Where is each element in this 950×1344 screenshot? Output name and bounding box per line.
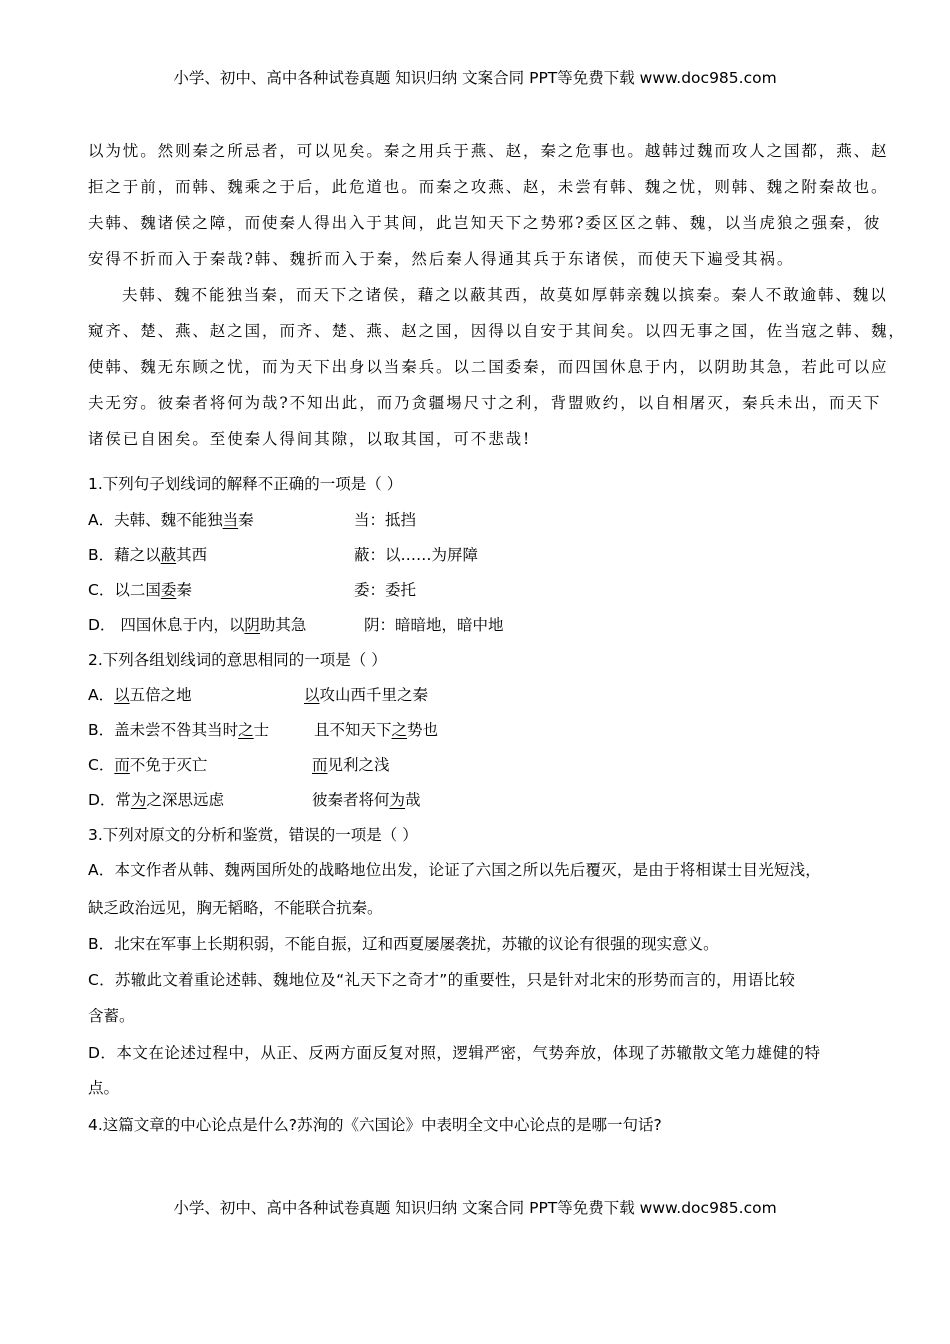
question-1-option-b-explanation: 蔽：以……为屏障 (354, 546, 479, 564)
question-1-option-d: D． 四国休息于内，以阴助其急 (88, 616, 307, 634)
question-2-option-c-second: 而见利之浅 (312, 756, 390, 774)
question-3-option-line: A．本文作者从韩、魏两国所处的战略地位出发，论证了六国之所以先后覆灭，是由于将相谋士目光短浅， (88, 861, 822, 879)
passage-line: 以为忧。然则秦之所忌者，可以见矣。秦之用兵于燕、赵，秦之危事也。越韩过魏而攻人之国都，燕、赵 (88, 142, 889, 160)
underlined-word: 当 (222, 511, 239, 529)
question-3-stem: 3.下列对原文的分析和鉴赏，错误的一项是（ ） (88, 826, 418, 844)
passage-line: 夫无穷。彼秦者将何为哉?不知出此，而乃贪疆埸尺寸之利，背盟败约，以自相屠灭，秦兵未出，而天下 (88, 394, 882, 412)
question-2-option-b-second: 且不知天下之势也 (314, 721, 439, 739)
underlined-word: 之 (391, 721, 408, 739)
question-1-option-a-explanation: 当：抵挡 (354, 511, 417, 529)
question-2-option-d: D．常为之深思远虑 (88, 791, 224, 809)
underlined-word: 委 (160, 581, 177, 599)
passage-line: 安得不折而入于秦哉?韩、魏折而入于秦，然后秦人得通其兵于东诸侯，而使天下遍受其祸。 (88, 250, 795, 268)
question-1-stem: 1.下列句子划线词的解释不正确的一项是（ ） (88, 475, 403, 493)
passage-line: 诸侯已自困矣。至使秦人得间其隙，以取其国，可不悲哉! (88, 430, 532, 448)
underlined-word: 蔽 (160, 546, 177, 564)
question-2-option-c: C．而不免于灭亡 (88, 756, 208, 774)
passage-line: 夫韩、魏诸侯之障，而使秦人得出入于其间，此岂知天下之势邪?委区区之韩、魏，以当虎狼之强秦，彼 (88, 214, 882, 232)
underlined-word: 以 (114, 686, 130, 704)
question-2-option-a: A．以五倍之地 (88, 686, 192, 704)
question-1-option-a: A．夫韩、魏不能独当秦 (88, 511, 254, 529)
page-footer-banner: 小学、初中、高中各种试卷真题 知识归纳 文案合同 PPT等免费下载 www.doc985.com (173, 1199, 777, 1217)
underlined-word: 为 (130, 791, 147, 809)
underlined-word: 之 (238, 721, 254, 739)
question-3-option-line: D．本文在论述过程中，从正、反两方面反复对照，逻辑严密，气势奔放，体现了苏辙散文笔力雄健的特 (88, 1044, 821, 1062)
passage-line: 拒之于前，而韩、魏乘之于后，此危道也。而秦之攻燕、赵，未尝有韩、魏之忧，则韩、魏之附秦故也。 (88, 178, 889, 196)
question-2-stem: 2.下列各组划线词的意思相同的一项是（ ） (88, 651, 387, 669)
question-2-option-b: B．盖未尝不咎其当时之士 (88, 721, 270, 739)
question-1-option-c: C．以二国委秦 (88, 581, 192, 599)
question-1-option-c-explanation: 委：委托 (354, 581, 417, 599)
passage-line: 窥齐、楚、燕、赵之国，而齐、楚、燕、赵之国，因得以自安于其间矣。以四无事之国，佐当寇之韩、魏， (88, 322, 906, 340)
question-2-option-a-second: 以攻山西千里之秦 (304, 686, 429, 704)
question-1-option-b: B．藉之以蔽其西 (88, 546, 208, 564)
page-header-banner: 小学、初中、高中各种试卷真题 知识归纳 文案合同 PPT等免费下载 www.doc985.com (173, 69, 777, 87)
question-1-option-d-explanation: 阴：暗暗地，暗中地 (364, 616, 504, 634)
question-2-option-d-second: 彼秦者将何为哉 (312, 791, 421, 809)
question-3-option-line: 含蓄。 (88, 1007, 135, 1025)
underlined-word: 阴 (244, 616, 260, 634)
question-3-option-line: 缺乏政治远见，胸无韬略，不能联合抗秦。 (88, 899, 383, 917)
underlined-word: 以 (304, 686, 320, 704)
passage-line: 使韩、魏无东顾之忧，而为天下出身以当秦兵。以二国委秦，而四国休息于内，以阴助其急，若此可以应 (88, 358, 889, 376)
passage-line: 夫韩、魏不能独当秦，而天下之诸侯，藉之以蔽其西，故莫如厚韩亲魏以摈秦。秦人不敢逾韩、魏以 (122, 286, 888, 304)
question-4-stem: 4.这篇文章的中心论点是什么?苏洵的《六国论》中表明全文中心论点的是哪一句话? (88, 1116, 662, 1134)
question-3-option-line: B．北宋在军事上长期积弱，不能自振，辽和西夏屡屡袭扰，苏辙的议论有很强的现实意义。 (88, 935, 719, 953)
underlined-word: 而 (312, 756, 328, 774)
underlined-word: 为 (389, 791, 406, 809)
underlined-word: 而 (114, 756, 130, 774)
question-3-option-line: C．苏辙此文着重论述韩、魏地位及“礼天下之奇才”的重要性，只是针对北宋的形势而言的，用语比较 (88, 971, 796, 989)
question-3-option-line: 点。 (88, 1079, 120, 1097)
